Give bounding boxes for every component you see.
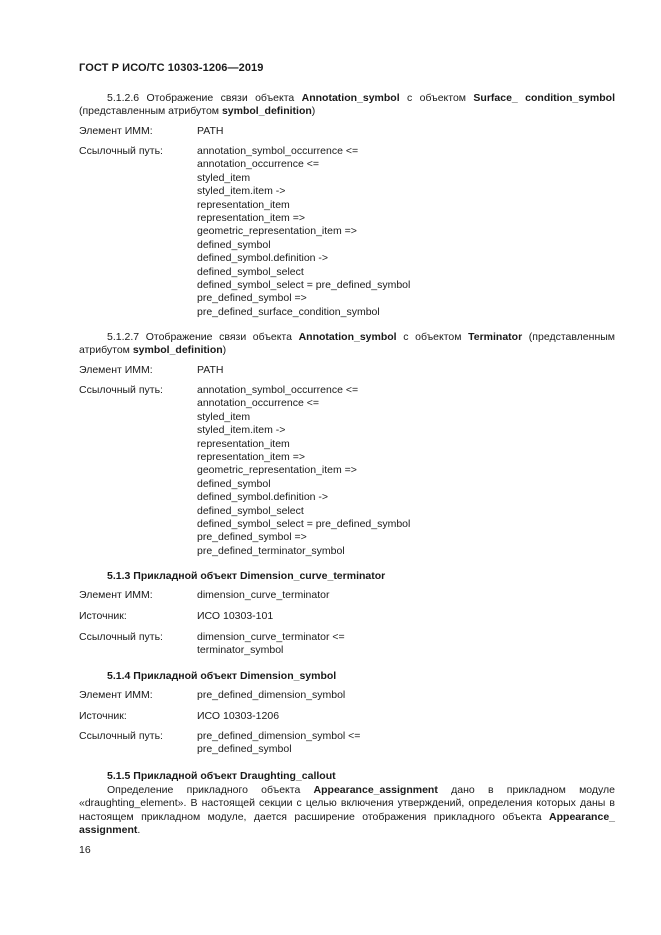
entity-name: Annotation_symbol xyxy=(298,331,397,343)
path-step: defined_symbol_select xyxy=(197,504,304,517)
path-step: dimension_curve_terminator <= xyxy=(197,631,345,643)
path-step: defined_symbol.definition -> xyxy=(197,252,329,265)
path-step: styled_item xyxy=(197,410,251,423)
element-label: Элемент ИММ: xyxy=(79,589,153,601)
text-run: Определение прикладного объекта xyxy=(107,784,314,796)
text-run: (представленным атрибутом xyxy=(79,331,616,357)
source-label: Источник: xyxy=(79,710,127,722)
path-step: representation_item xyxy=(197,437,290,450)
path-step: pre_defined_symbol => xyxy=(197,531,307,544)
text-run: (представленным атрибутом xyxy=(79,105,222,118)
path-label: Ссылочный путь: xyxy=(79,631,163,643)
path-step: defined_symbol_select = pre_defined_symbol xyxy=(197,518,411,531)
attribute-name: symbol_definition xyxy=(221,105,312,118)
path-step: defined_symbol xyxy=(197,477,271,490)
element-value: dimension_curve_terminator xyxy=(197,589,330,601)
element-value: PATH xyxy=(197,364,224,376)
path-step: annotation_occurrence <= xyxy=(197,397,320,410)
path-step: pre_defined_symbol xyxy=(197,743,292,756)
path-step: representation_item => xyxy=(197,212,305,225)
path-step: styled_item.item -> xyxy=(197,424,286,437)
path-label: Ссылочный путь: xyxy=(79,730,163,742)
text-run: 5.1.2.7 Отображение связи объекта xyxy=(107,331,299,343)
path-step: annotation_symbol_occurrence <= xyxy=(197,145,359,157)
section-5-1-2-6-text xyxy=(79,92,615,119)
entity-name: Appearance_assignment xyxy=(313,784,438,796)
path-step: styled_item xyxy=(197,171,251,184)
path-step: defined_symbol.definition -> xyxy=(197,491,329,504)
element-label: Элемент ИММ: xyxy=(79,689,153,701)
text-run: с объектом xyxy=(396,331,469,343)
path-label: Ссылочный путь: xyxy=(79,145,163,157)
entity-name: Annotation_symbol xyxy=(301,92,400,104)
path-step: defined_symbol xyxy=(197,238,271,251)
text-run: с объектом xyxy=(399,92,474,104)
path-list xyxy=(197,145,410,319)
path-label: Ссылочный путь: xyxy=(79,384,163,396)
path-step: defined_symbol_select xyxy=(197,265,304,278)
section-5-1-3-title: 5.1.3 Прикладной объект Dimension_curve_terminator xyxy=(107,570,386,582)
path-step: annotation_occurrence <= xyxy=(197,158,320,171)
path-step: pre_defined_surface_condition_symbol xyxy=(197,305,380,318)
element-value: PATH xyxy=(197,125,224,137)
entity-name: Terminator xyxy=(468,331,523,343)
text-run: дано в прикладном модуле «draughting_element». В настоящей секции с целью включения утверждений, определения которых даны в настоящем прикладном модуле, дается расширение отображения прикладного объекта xyxy=(79,784,616,823)
path-step: annotation_symbol_occurrence <= xyxy=(197,384,359,396)
text-run: ) xyxy=(311,105,316,118)
section-5-1-2-7-text xyxy=(79,331,615,358)
path-step: pre_defined_symbol => xyxy=(197,292,307,305)
path-step: geometric_representation_item => xyxy=(197,225,357,238)
path-list xyxy=(197,384,410,558)
entity-name: Appearance_ assignment xyxy=(79,810,615,837)
path-step: geometric_representation_item => xyxy=(197,464,357,477)
entity-name: Surface_ condition_symbol xyxy=(473,92,615,104)
attribute-name: symbol_definition xyxy=(132,344,223,357)
section-5-1-4-title: 5.1.4 Прикладной объект Dimension_symbol xyxy=(107,670,337,682)
path-step: representation_item => xyxy=(197,451,305,464)
path-list xyxy=(197,730,360,757)
text-run: 5.1.2.6 Отображение связи объекта xyxy=(107,92,302,104)
text-run: ) xyxy=(222,344,227,357)
source-label: Источник: xyxy=(79,610,127,622)
source-value: ИСО 10303-1206 xyxy=(197,710,280,722)
path-step: styled_item.item -> xyxy=(197,185,286,198)
section-5-1-5-text xyxy=(79,784,615,838)
page-number: 16 xyxy=(79,844,91,856)
path-step: pre_defined_terminator_symbol xyxy=(197,544,345,557)
element-label: Элемент ИММ: xyxy=(79,125,153,137)
text-run: . xyxy=(137,824,141,837)
element-value: pre_defined_dimension_symbol xyxy=(197,689,346,701)
document-header: ГОСТ Р ИСО/ТС 10303-1206—2019 xyxy=(79,62,264,74)
path-step: representation_item xyxy=(197,198,290,211)
path-step: defined_symbol_select = pre_defined_symbol xyxy=(197,279,411,292)
source-value: ИСО 10303-101 xyxy=(197,610,274,622)
path-list xyxy=(197,631,345,658)
element-label: Элемент ИММ: xyxy=(79,364,153,376)
path-step: pre_defined_dimension_symbol <= xyxy=(197,730,361,742)
section-5-1-5-title: 5.1.5 Прикладной объект Draughting_callout xyxy=(107,770,336,782)
path-step: terminator_symbol xyxy=(197,644,284,657)
